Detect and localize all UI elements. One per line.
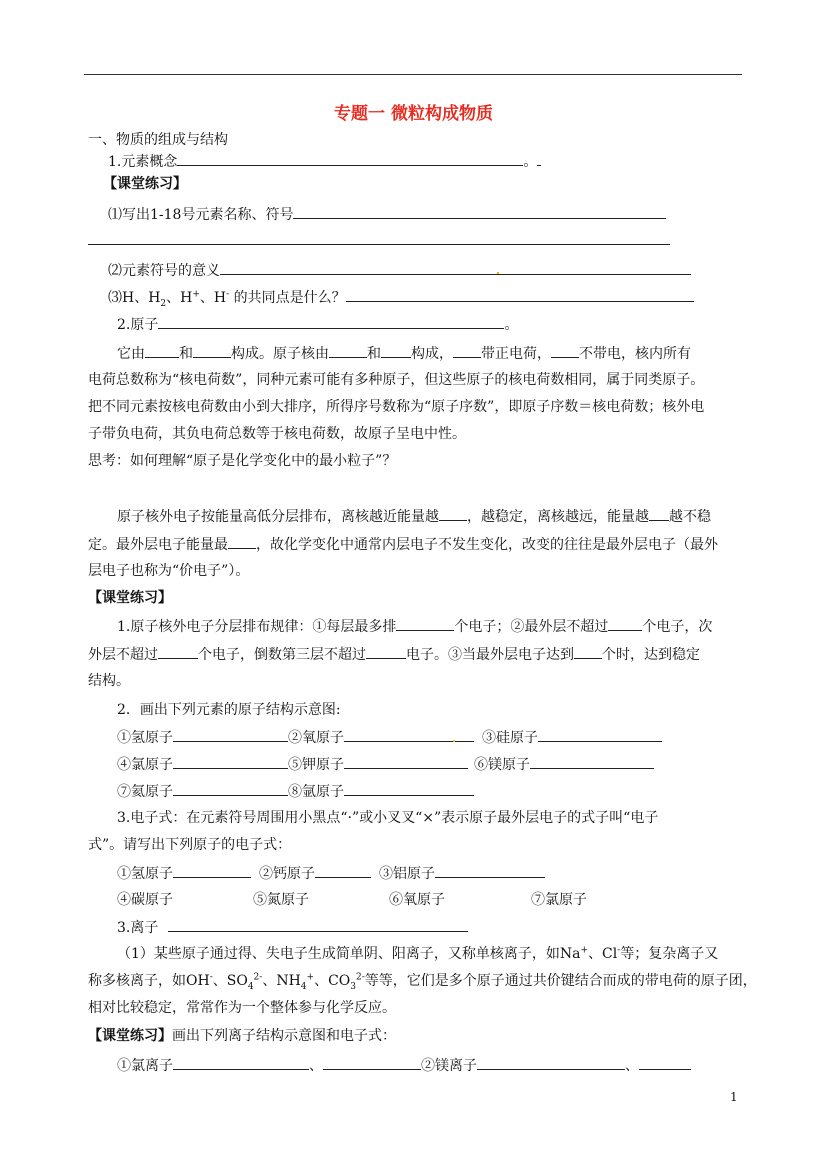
section-heading: 一、物质的组成与结构 bbox=[88, 132, 228, 148]
think-question: 思考：如何理解“原子是化学变化中的最小粒子”？ bbox=[88, 453, 397, 469]
ion-practice: 【课堂练习】画出下列离子结构示意图和电子式： bbox=[88, 1028, 396, 1044]
formula-row-1: ①氢原子 ②钙原子 ③铝原子 bbox=[117, 863, 545, 884]
structure-row-3: ⑦氦原子 ⑧氩原子 bbox=[117, 781, 474, 802]
electron-paragraph-l1: 原子核外电子按能量高低分层排布，离核越近能量越 ，越稳定，离核越远，能量越 越不稳 bbox=[117, 506, 711, 527]
blank bbox=[88, 230, 670, 245]
atom-paragraph-l1: 它由 和 构成。原子核由 和 构成， 带正电荷， 不带电，核内所有 bbox=[117, 343, 691, 364]
electron-formula-l2: 式”。请写出下列原子的电子式： bbox=[88, 837, 292, 853]
electron-paragraph-l3: 层电子也称为“价电子”）。 bbox=[88, 563, 250, 579]
question-1: ⑴写出1-18号元素名称、符号 bbox=[108, 204, 666, 225]
page-number: 1 bbox=[730, 1090, 738, 1104]
structure-question: 2．画出下列元素的原子结构示意图: bbox=[117, 702, 341, 718]
blank bbox=[158, 314, 504, 329]
electron-formula-l1: 3.电子式：在元素符号周围用小黑点“·”或小叉叉“×”表示原子最外层电子的式子叫“电子 bbox=[117, 810, 659, 826]
question-2: ⑵元素符号的意义 bbox=[108, 260, 691, 281]
practice-heading: 【课堂练习】 bbox=[103, 176, 187, 192]
electron-paragraph-l2: 定。最外层电子能量最 ，故化学变化中通常内层电子不发生变化，改变的往往是最外层电子（最外 bbox=[88, 534, 718, 555]
atom-line: 2.原子 。 bbox=[117, 314, 518, 335]
rule-question-l2: 外层不超过 个电子，倒数第三层不超过 电子。③当最外层电子达到 个时，达到稳定 bbox=[88, 644, 700, 665]
ion-paragraph-l2: 称多核离子，如OH-、$SO_4^{2-}$、$NH_4^+$、$CO_3^{2-}$等等，它们是多个原子通过共价键结合而成的带电荷的原子团， bbox=[88, 972, 757, 992]
page-title: 专题一 微粒构成物质 bbox=[334, 104, 493, 124]
formula-row-2: ④碳原子 ⑤氮原子 ⑥氧原子 ⑦氯原子 bbox=[117, 892, 587, 908]
ion-paragraph-l1: （1）某些原子通过得、失电子生成简单阴、阳离子，又称单核离子，如Na+、Cl-等；复杂离子又 bbox=[117, 945, 719, 962]
speck bbox=[497, 272, 499, 274]
structure-row-2: ④氯原子 ⑤钾原子 ⑥镁原子 bbox=[117, 754, 654, 775]
question-3: ⑶H、$H_2$、H+、H- 的共同点是什么？ bbox=[108, 287, 694, 308]
atom-paragraph-l3: 把不同元素按核电荷数由小到大排序，所得序号数称为“原子序数”，即原子序数＝核电荷数；核外电 bbox=[88, 399, 705, 415]
header-rule bbox=[84, 74, 742, 75]
rule-question-l3: 结构。 bbox=[88, 673, 130, 689]
ion-line: 3.离子 bbox=[117, 917, 468, 938]
ion-answer-row: ①氯离子 、 ②镁离子 、 bbox=[117, 1055, 691, 1076]
practice-heading: 【课堂练习】 bbox=[88, 590, 172, 606]
blank bbox=[346, 287, 694, 302]
speck bbox=[453, 740, 455, 742]
rule-question-l1: 1.原子核外电子分层排布规律：①每层最多排 个电子；②最外层不超过 个电子，次 bbox=[117, 616, 712, 637]
ion-paragraph-l3: 相对比较稳定，常常作为一个整体参与化学反应。 bbox=[88, 1000, 396, 1016]
blank bbox=[220, 260, 691, 275]
atom-paragraph-l2: 电荷总数称为“核电荷数”，同种元素可能有多种原子，但这些原子的核电荷数相同，属于同类原子。 bbox=[88, 372, 705, 388]
blank bbox=[293, 204, 666, 219]
atom-paragraph-l4: 子带负电荷，其负电荷总数等于核电荷数，故原子呈电中性。 bbox=[88, 426, 466, 442]
blank bbox=[177, 151, 523, 166]
element-concept-line: 1.元素概念 。 bbox=[108, 151, 541, 172]
structure-row-1: ①氢原子 ②氧原子 ③硅原子 bbox=[117, 727, 662, 748]
